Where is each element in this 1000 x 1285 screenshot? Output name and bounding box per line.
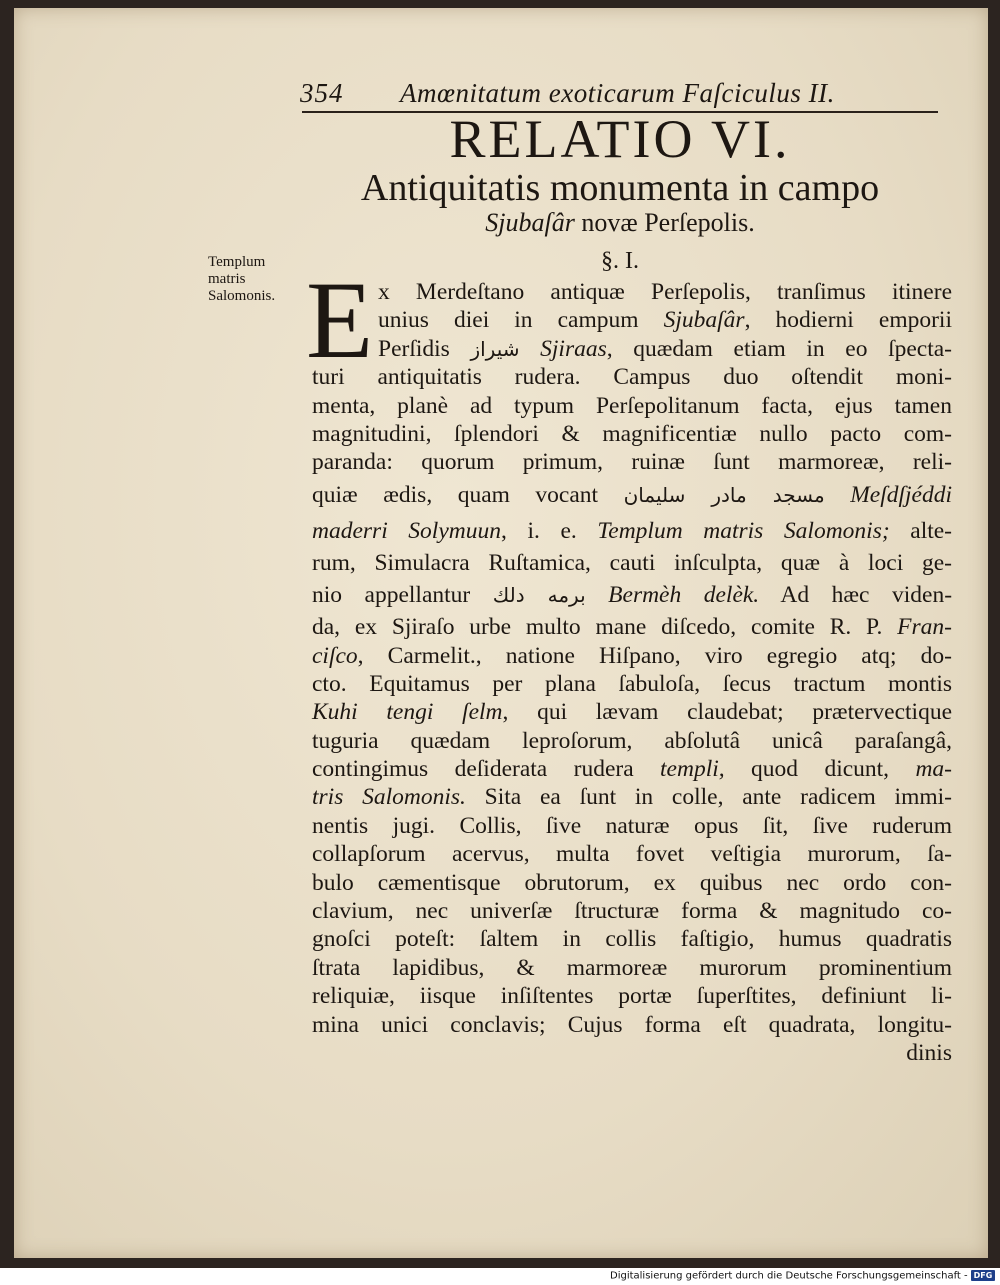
italic-term: Kuhi tengi ſelm xyxy=(312,699,503,726)
text-span: , quædam etiam in eo ſpecta- xyxy=(606,335,953,362)
text-span: tuguria quædam leproſorum, abſolutâ unicâ paraſangâ, xyxy=(312,727,952,754)
arabic-term: مسجد مادر سليمان xyxy=(623,482,825,507)
italic-term: Fran- xyxy=(897,614,952,641)
text-span: paranda: quorum primum, ruinæ ſunt marmoreæ, reli- xyxy=(312,449,952,476)
text-span xyxy=(520,336,541,362)
italic-term: ciſco xyxy=(312,642,358,669)
text-span: quiæ ædis, quam vocant xyxy=(312,481,624,508)
footer-credit: Digitalisierung gefördert durch die Deutsche Forschungsgemeinschaft - xyxy=(610,1270,968,1282)
text-span: mina unici conclavis; Cujus forma eſt quadrata, longitu- xyxy=(312,1011,952,1038)
text-span: ſtrata lapidibus, & marmoreæ murorum prominentium xyxy=(312,954,952,981)
text-span: turi antiquitatis rudera. Campus duo oſtendit moni- xyxy=(312,364,952,391)
text-span: nentis jugi. Collis, ſive naturæ opus ſit, ſive ruderum xyxy=(312,812,952,839)
text-line xyxy=(312,783,952,811)
text-line xyxy=(312,698,952,726)
text-span: x Merdeſtano antiquæ Perſepolis, tranſimus itinere xyxy=(378,279,952,305)
text-line xyxy=(312,925,952,953)
text-span: da, ex Sjiraſo urbe multo mane diſcedo, comite R. P. xyxy=(312,614,898,641)
text-span xyxy=(825,482,851,508)
text-span: collapſorum acervus, multa fovet veſtigia murorum, ſa- xyxy=(312,841,952,868)
chapter-subtitle-line1: Antiquitatis monumenta in campo xyxy=(360,167,880,209)
text-line xyxy=(312,982,952,1010)
text-line xyxy=(312,513,952,549)
text-line xyxy=(312,613,952,641)
text-span: , Carmelit., natione Hiſpano, viro egregio atq; do- xyxy=(357,642,952,669)
text-line xyxy=(312,670,952,698)
text-span: , hodierni emporii xyxy=(744,307,952,334)
text-line xyxy=(312,392,952,420)
italic-term: templi, xyxy=(660,756,725,783)
text-span: gnoſci poteſt: ſaltem in collis faſtigio, humus quadratis xyxy=(312,926,952,953)
text-span: magnitudini, ſplendori & magnificentiæ nullo pacto com- xyxy=(312,420,952,447)
dfg-logo: DFG xyxy=(971,1270,996,1281)
drop-cap: E xyxy=(306,259,374,381)
text-span: nio appellantur xyxy=(312,582,493,609)
running-head: Amœnitatum exoticarum Faſciculus II. xyxy=(400,78,835,108)
text-span: menta, planè ad typum Perſepolitanum facta, ejus tamen xyxy=(312,392,952,419)
text-line xyxy=(312,1039,952,1067)
italic-term: Sjubaſâr xyxy=(663,307,745,334)
text-line xyxy=(312,363,952,391)
text-span: , i. e. xyxy=(501,517,598,544)
text-span: bulo cæmentisque obrutorum, ex quibus nec ordo con- xyxy=(312,869,952,896)
italic-term: ma- xyxy=(915,756,952,783)
page-number: 354 xyxy=(300,78,344,108)
text-line xyxy=(312,420,952,448)
italic-term: Meſdſjéddi xyxy=(850,481,953,508)
text-span: rum, Simulacra Ruſtamica, cauti inſculpta, quæ à loci ge- xyxy=(312,549,952,576)
text-span: alte- xyxy=(889,517,953,544)
text-line xyxy=(312,448,952,476)
text-span: unius diei in campum xyxy=(378,307,664,334)
text-span: clavium, nec univerſæ ſtructuræ forma & magnitudo co- xyxy=(312,898,952,925)
text-line xyxy=(312,549,952,577)
margin-note: Templum matris Salomonis. xyxy=(208,254,276,304)
text-line xyxy=(312,278,952,306)
text-span: quod dicunt, xyxy=(724,756,916,783)
italic-term: tris Salomonis. xyxy=(312,784,466,811)
text-line xyxy=(312,840,952,868)
text-line xyxy=(312,477,952,513)
text-line xyxy=(312,897,952,925)
footer xyxy=(610,1270,995,1282)
italic-term: Bermèh delèk. xyxy=(608,582,760,609)
subtitle-rest: novæ Perſepolis. xyxy=(574,208,755,237)
text-line xyxy=(312,869,952,897)
body-text xyxy=(312,278,952,1067)
text-line xyxy=(312,642,952,670)
chapter-subtitle-line2 xyxy=(300,208,940,238)
text-line xyxy=(312,812,952,840)
text-line xyxy=(312,306,952,334)
text-span xyxy=(586,582,609,608)
italic-term: maderri Solymuun xyxy=(312,517,501,544)
text-line xyxy=(312,755,952,783)
italic-term: Sjiraas xyxy=(540,335,607,362)
arabic-term: شيراز xyxy=(470,336,520,361)
text-span: cto. Equitamus per plana ſabuloſa, ſecus tractum montis xyxy=(312,670,952,697)
text-span: reliquiæ, iisque inſiſtentes portæ ſuperſtites, definiunt li- xyxy=(312,983,952,1010)
text-line xyxy=(312,727,952,755)
text-span: Perſidis xyxy=(378,335,471,362)
text-line xyxy=(312,577,952,613)
text-span: dinis xyxy=(906,1039,952,1066)
subtitle-place-name: Sjubaſâr xyxy=(485,208,575,237)
chapter-title: RELATIO VI. xyxy=(449,109,791,169)
page-header xyxy=(296,78,936,108)
section-mark: §. I. xyxy=(601,248,639,274)
text-span: Ad hæc viden- xyxy=(759,582,953,609)
text-span: contingimus deſiderata rudera xyxy=(312,756,661,783)
text-span: , qui lævam claudebat; prætervectique xyxy=(502,699,952,726)
italic-term: Templum matris Salomonis; xyxy=(597,517,890,544)
text-line xyxy=(312,954,952,982)
text-line xyxy=(312,335,952,363)
text-span: Sita ea ſunt in colle, ante radicem immi- xyxy=(465,784,952,811)
text-line xyxy=(312,1011,952,1039)
arabic-term: برمه دلك xyxy=(492,583,586,608)
